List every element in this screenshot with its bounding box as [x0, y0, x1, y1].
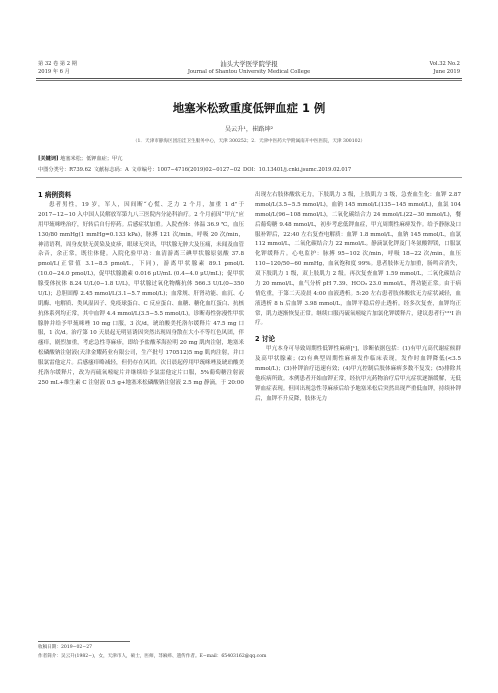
article-title: 地塞米松致重度低钾血症 1 例: [172, 101, 326, 115]
keywords-line: [38, 155, 460, 162]
volume-issue-en: Vol.32 No.2: [429, 61, 460, 67]
volume-issue: 第 32 卷 第 2 期: [38, 61, 77, 67]
author-bio: 作者简介：吴云升(1982−)，女，天津市人，硕士，医师，荨麻疹、遗传作者。E−mail：65403162@qq.com: [38, 654, 267, 659]
keywords-label: [关键词]: [38, 156, 59, 162]
keywords: 地塞米松；低钾血症；甲亢: [60, 156, 123, 162]
footnote-divider: [38, 641, 130, 642]
received-date: 收稿日期：2019−02−27: [38, 645, 93, 650]
left-column: [38, 190, 244, 389]
issue-date-en: June 2019: [433, 69, 460, 75]
author-affiliation: （1．天津市静海区团泊洼卫生服务中心，天津 300252；2．天津中医药大学附属南开中医医院，天津 300102）: [132, 139, 366, 144]
journal-name-en: Journal of Shantou University Medical College: [187, 69, 311, 75]
journal-volume-info-en: [430, 60, 460, 76]
article-authors: 吴云升¹，崔路坤²: [224, 126, 274, 133]
right-column: [255, 191, 461, 405]
classification-line: 中图分类号：R739.62 文献标志码：A 文章编号：1007−4716(2019)02−0127−02 DOI：10.13401/j.cnki.jsumc.2019.02.017: [38, 167, 352, 173]
section-heading-discussion: 2 讨论: [255, 335, 276, 344]
journal-name-cn: 汕头大学医学院学报: [220, 60, 278, 68]
abstract-divider: [36, 177, 462, 178]
case-paragraph: 患者男性，19 岁，军人，因间断“心慌、乏力 2 个月，加重 1 d”于 2017−12−10 入中国人民解放军第九八三医院内分泌科治疗。2 个月前因“甲亢”应用甲巯咪唑治疗，好转后自行停药。后感症状加重。入院查体：体温 36.9 ℃，血压 130/80 mmHg(1 mmHg=0.133 kPa)，脉搏 121 次/min，呼吸 20 次/min，神清语利，周身皮肤无黄染及皮疹，眼球无突出，甲状腺无肿大及压痛，未闻及血管杂音，余正常，既往体健。入院化验甲功：血清游离三碘甲状腺原氨酸 37.8 pmol/L(正常值 3.1−8.5 pmol/L，下同)，游离甲状腺素 89.1 pmol/L (10.0−24.0 pmol/L)，促甲状腺激素 0.016 μU/mL (0.4−4.0 μU/mL)；促甲状腺受体抗体 8.24 U/L(0−1.8 U/L)，甲状腺过氧化物酶抗体 566.3 U/L(0−350 U/L)；总胆固醇 2.45 mmol/L(3.1−5.7 mmol/L)；血常规、肝肾功能、血沉、心肌酶、电解质、类风湿因子、免疫球蛋白、C 反应蛋白、血糖、糖化血红蛋白、抗核抗体系列均正常，其中血钾 4.4 mmol/L(3.5−5.5 mmol/L)。诊断毒性弥漫性甲状腺肿并给予甲巯咪唑 10 mg 口服，3 次/d，琥珀酸美托洛尔缓释片 47.5 mg 口服，1 次/d。治疗第 10 天晨起无明显诱因突然出现周身散在大小不等红色风团，伴瘙痒，剧烈加重，考虑急性荨麻疹，即给予盐酸苯海拉明 20 mg 肌肉注射，地塞米松磷酸钠注射液(天津金耀药业有限公司，生产批号 170512)5 mg 肌肉注射，并口服氯雷他定片。后感瘙痒略减轻，但仍存在风团。次日晨起停用甲巯咪唑及琥珀酸美托洛尔缓释片，改为丙硫氧嘧啶片并继续给予氯雷他定片口服，5%葡萄糖注射液 250 mL+维生素 C 注射液 0.5 g+地塞米松磷酸钠注射液 2.5 mg 静滴，于 20:00: [38, 202, 244, 386]
header-divider-thin: [36, 80, 462, 81]
discussion-paragraph: 甲亢本身可导致周期性低钾性麻痹[¹]，诊断依据包括：(1)有甲亢高代谢症候群及高甲状腺素；(2)有典型周期性麻痹发作临床表现，发作时血钾降低(<3.5 mmol/L)；(3)补钾治疗迅速有效；(4)甲亢控制后肢体麻痹多数不复发；(5)排除其他疾病所致。本例患者开始血钾正常，经抗甲亢药物治疗后甲亢症状逐渐缓解，无低钾血症表现。但回出现急性荨麻疹后给予地塞米松后突然出现严重低血钾，持续补钾后，血钾不升反降，肢体无力: [255, 346, 461, 402]
journal-name-block: [0, 60, 498, 76]
issue-date: 2019 年 6 月: [38, 69, 70, 75]
case-paragraph-continued: 出现左右肢体酸软无力，下肢肌力 3 级，上肢肌力 3 级，急查血生化：血钾 2.87 mmol/L(3.5−5.5 mmol/L)，血钠 145 mmol/L(135−145 mmol/L)，血氯 104 mmol/L(96−108 mmol/L)，二氧化碳结合力 24 mmol/L(22−30 mmol/L)，餐后葡萄糖 9.48 mmol/L，初步考虑低钾血症，甲亢周期性麻痹发作。给予静脉及口服补钾后，22:40 左右复查电解质：血钾 1.8 mmol/L，血钠 145 mmol/L，血氯 112 mmol/L，二氧化碳结合力 22 mmol/L。静滴氯化钾及门冬氨酸钾镁，口服氯化钾缓释片。心电监护：脉搏 95−102 次/min，呼吸 18−22 次/min，血压 110−120/50−60 mmHg，血氧饱和度 99%。患者肢体无力加重，肠鸣音消失，双下肢肌力 1 级，双上肢肌力 2 级。再次复查血钾 1.59 mmol/L，二氧化碳结合力 20 mmol/L，血气分析 pH 7.39、HCO₃ 23.0 mmol/L，肾功能正常。由于病情危重，于第二天凌晨 4:00 血液透析。5:20 左右患者肢体酸软无力症状减轻，血液透析 8 h 后血钾 3.98 mmol/L，血钾平稳后停止透析。经多次复查，血钾均正常，肌力逐渐恢复正常。继续口服丙硫氧嘧啶片加氯化钾缓释片，建议患者行¹³¹I 治疗。: [255, 192, 461, 327]
section-heading-case: 1 病例资料: [38, 191, 72, 199]
